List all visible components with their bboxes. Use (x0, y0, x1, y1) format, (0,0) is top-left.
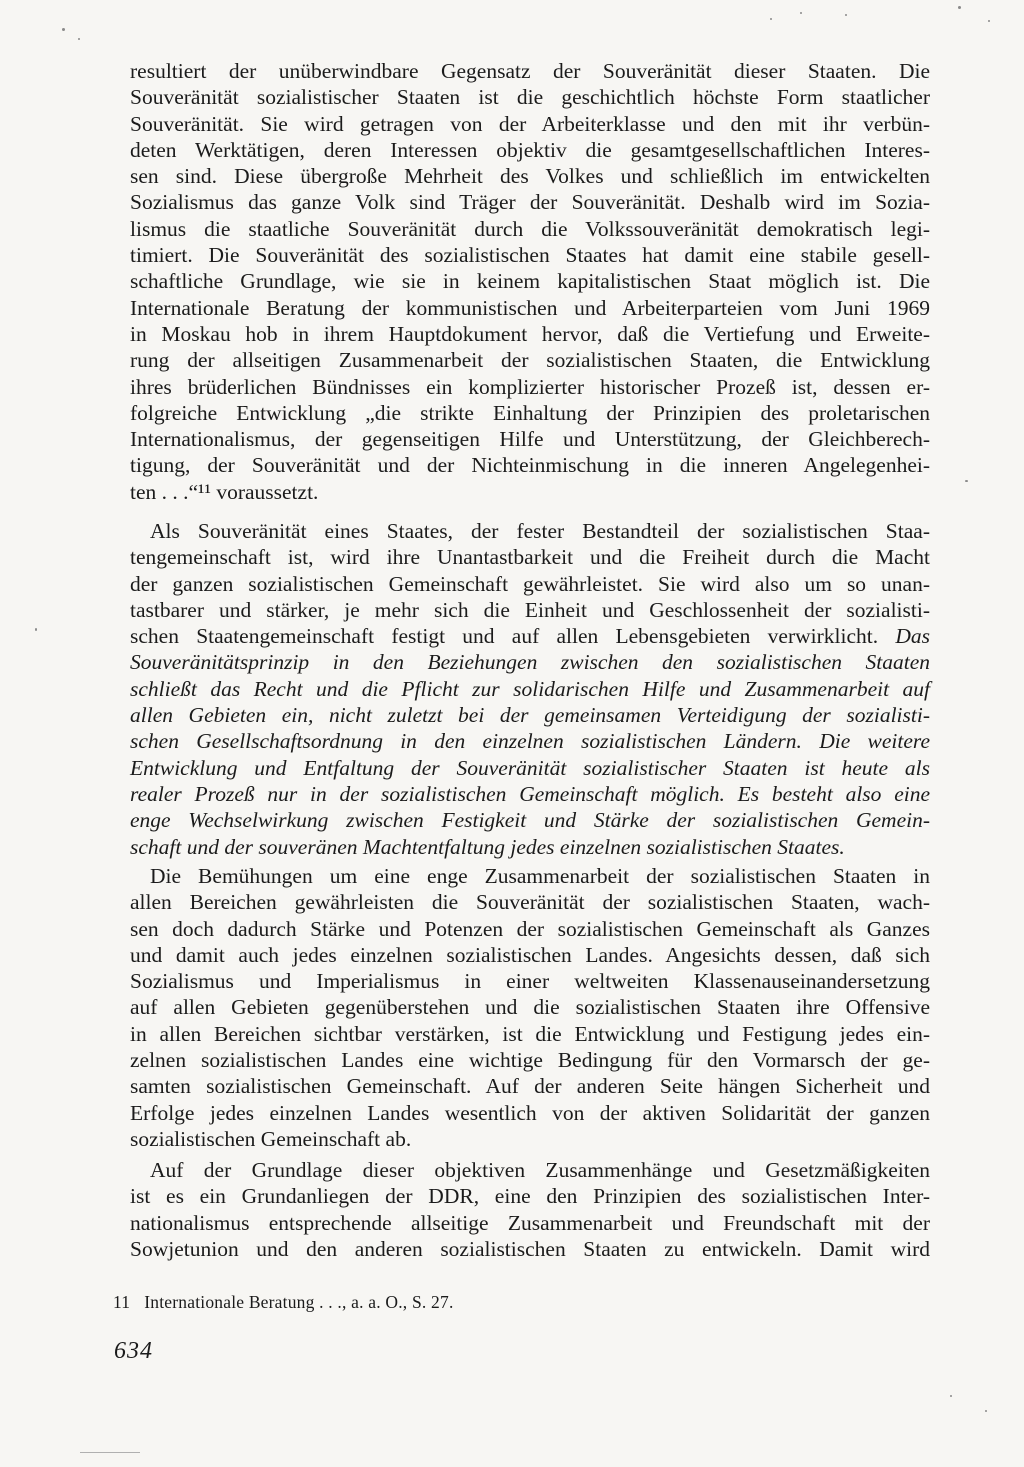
text-line: ihres brüderlichen Bündnisses ein komplizierter historischer Prozeß ist, dessen er- (130, 374, 930, 399)
page-number: 634 (114, 1338, 153, 1364)
scan-speck (988, 20, 990, 22)
text-line: in allen Bereichen sichtbar verstärken, ist die Entwicklung und Festigung jedes ein- (130, 1021, 930, 1046)
text-line: zelnen sozialistischen Landes eine wichtige Bedingung für den Vormarsch der ge- (130, 1048, 930, 1073)
text-line: rung der allseitigen Zusammenarbeit der sozialistischen Staaten, die Entwicklung (130, 348, 930, 373)
text-line: Internationalismus, der gegenseitigen Hilfe und Unterstützung, der Gleichberech- (130, 427, 930, 452)
scan-speck (985, 1410, 987, 1412)
text-line: timiert. Die Souveränität des sozialistischen Staates hat damit eine stabile gesell- (130, 243, 930, 268)
text-run: schen Staatengemeinschaft festigt und auf allen Lebensgebieten verwirklicht. (130, 624, 896, 649)
text-line: Internationale Beratung der kommunistischen und Arbeiterparteien vom Juni 1969 (130, 295, 930, 320)
text-line: Souveränität sozialistischer Staaten ist die geschichtlich höchste Form staatlicher (130, 85, 930, 110)
scan-speck (800, 12, 802, 14)
text-line: folgreiche Entwicklung „die strikte Einhaltung der Prinzipien des proletarischen (130, 400, 930, 425)
text-line: lismus die staatliche Souveränität durch die Volkssouveränität demokratisch legi- (130, 216, 930, 241)
scan-speck (958, 6, 961, 9)
text-line: und damit auch jedes einzelnen sozialistischen Landes. Angesichts dessen, daß sich (130, 942, 930, 967)
text-line: realer Prozeß nur in der sozialistischen Gemeinschaft möglich. Es besteht also eine (130, 781, 930, 806)
text-line: sen doch dadurch Stärke und Potenzen der sozialistischen Gemeinschaft als Ganzes (130, 916, 930, 941)
text-line: Erfolge jedes einzelnen Landes wesentlich von der aktiven Solidarität der ganzen (130, 1100, 930, 1125)
scan-speck (78, 38, 80, 40)
text-line: der ganzen sozialistischen Gemeinschaft gewährleistet. Sie wird also um so unan- (130, 571, 930, 596)
scan-speck (950, 1395, 952, 1397)
footnote-number: 11 (113, 1292, 131, 1312)
footnote (113, 1292, 454, 1313)
text-line: nationalismus entsprechende allseitige Zusammenarbeit und Freundschaft mit der (130, 1210, 930, 1235)
text-line: resultiert der unüberwindbare Gegensatz der Souveränität dieser Staaten. Die (130, 59, 930, 83)
scan-speck (62, 28, 65, 31)
scan-speck (965, 480, 968, 482)
text-line: schließt das Recht und die Pflicht zur solidarischen Hilfe und Zusammenarbeit auf (130, 676, 930, 701)
scan-speck (845, 14, 847, 16)
footnote-text: Internationale Beratung . . ., a. a. O., S. 27. (144, 1292, 454, 1312)
text-line (130, 623, 930, 649)
text-line: Als Souveränität eines Staates, der fester Bestandteil der sozialistischen Staa- (150, 519, 930, 543)
text-line: in Moskau hob in ihrem Hauptdokument hervor, daß die Vertiefung und Erweite- (130, 321, 930, 346)
text-line: Sowjetunion und den anderen sozialistischen Staaten zu entwickeln. Damit wird (130, 1236, 930, 1261)
text-line: tigung, der Souveränität und der Nichteinmischung in die inneren Angelegenhei- (130, 453, 930, 478)
text-line: schaft und der souveränen Machtentfaltung jedes einzelnen sozialistischen Staates. (130, 834, 845, 859)
text-line: deten Werktätigen, deren Interessen objektiv die gesamtgesellschaftlichen Interes- (130, 137, 930, 162)
text-line: ten . . .“¹¹ voraussetzt. (130, 479, 319, 504)
text-line: Sozialismus das ganze Volk sind Träger der Souveränität. Deshalb wird im Sozia- (130, 190, 930, 215)
text-line: enge Wechselwirkung zwischen Festigkeit und Stärke der sozialistischen Gemein- (130, 808, 930, 833)
text-line: Entwicklung und Entfaltung der Souveränität sozialistischer Staaten ist heute als (130, 755, 930, 780)
text-line: tastbarer und stärker, je mehr sich die Einheit und Geschlossenheit der sozialisti- (130, 597, 930, 622)
scan-speck (770, 18, 772, 20)
text-line: allen Bereichen gewährleisten die Souveränität der sozialistischen Staaten, wach- (130, 890, 930, 915)
text-line: allen Gebieten ein, nicht zuletzt bei der gemeinsamen Verteidigung der sozialisti- (130, 703, 930, 728)
text-line: ist es ein Grundanliegen der DDR, eine den Prinzipien des sozialistischen Inter- (130, 1184, 930, 1209)
text-line: auf allen Gebieten gegenüberstehen und die sozialistischen Staaten ihre Offensive (130, 995, 930, 1020)
paragraph-1 (130, 58, 930, 505)
text-line: Souveränitätsprinzip in den Beziehungen zwischen den sozialistischen Staaten (130, 650, 930, 675)
text-line: schen Gesellschaftsordnung in den einzelnen sozialistischen Ländern. Die weitere (130, 729, 930, 754)
text-line: sozialistischen Gemeinschaft ab. (130, 1126, 412, 1151)
text-run-italic: Das (895, 624, 930, 649)
text-line: Auf der Grundlage dieser objektiven Zusammenhänge und Gesetzmäßigkeiten (150, 1158, 930, 1182)
text-line: sen sind. Diese übergroße Mehrheit des Volkes und schließlich im entwickelten (130, 164, 930, 189)
paragraph-3 (130, 863, 930, 1152)
text-line: tengemeinschaft ist, wird ihre Unantastbarkeit und die Freiheit durch die Macht (130, 545, 930, 570)
text-line: samten sozialistischen Gemeinschaft. Auf der anderen Seite hängen Sicherheit und (130, 1074, 930, 1099)
scan-speck (35, 628, 37, 631)
text-line: schaftliche Grundlage, wie sie in keinem kapitalistischen Staat möglich ist. Die (130, 269, 930, 294)
paragraph-4 (130, 1157, 930, 1262)
text-line: Die Bemühungen um eine enge Zusammenarbeit der sozialistischen Staaten in (150, 864, 930, 888)
text-line: Sozialismus und Imperialismus in einer weltweiten Klassenauseinandersetzung (130, 969, 930, 994)
paragraph-2 (130, 518, 930, 860)
text-line: Souveränität. Sie wird getragen von der Arbeiterklasse und den mit ihr verbün- (130, 111, 930, 136)
scan-speck (80, 1452, 140, 1453)
